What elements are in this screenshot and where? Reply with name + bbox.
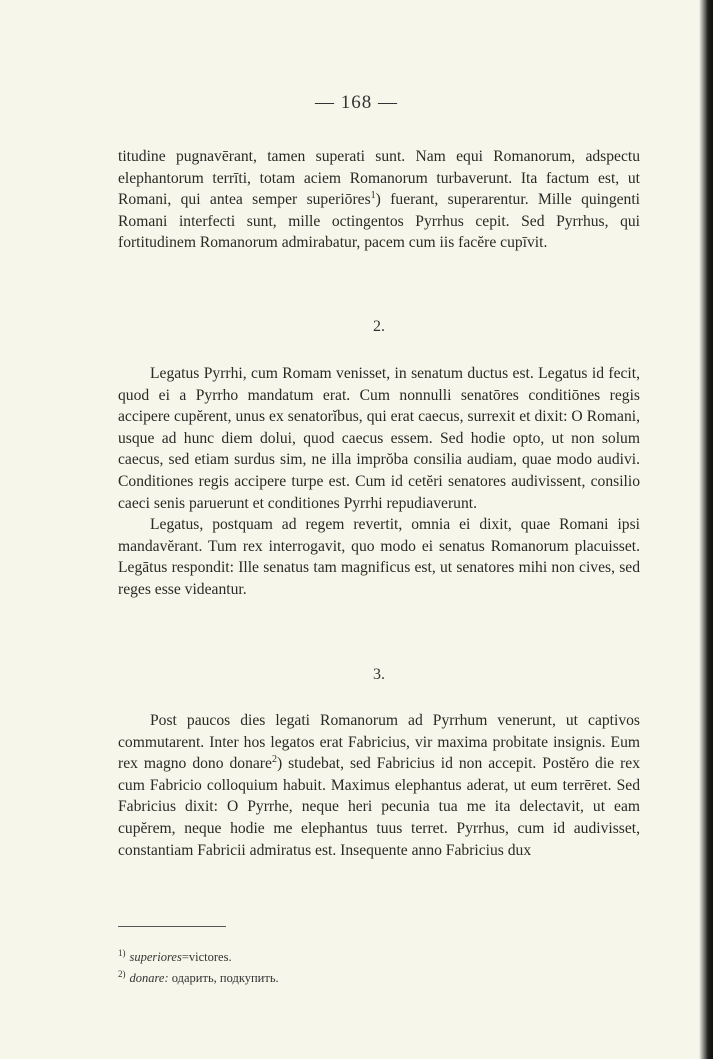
footnote-ref-2: 2 [271,754,277,765]
footnote-1 [118,945,232,965]
footnote-gloss: victores. [188,950,232,965]
footnote-term: donare: [129,971,169,986]
paragraph [118,710,640,861]
footnote-term: superiores [129,950,182,965]
section-2-text [118,363,640,601]
footnote-2 [118,966,279,986]
footnote-mark: 1) [118,948,126,958]
page-number: — 168 — [315,92,398,113]
section-1-text [118,146,640,254]
section-number-3: 3. [373,666,385,683]
footnote-rule [118,926,226,927]
footnote-separator: = [181,950,189,965]
footnote-mark: 2) [118,969,126,979]
section-number-2: 2. [373,318,385,335]
paragraph-text: ) studebat, sed Fabricius id non accepit. Postĕro die rex cum Fabricio colloquium habuit. Maximus elephantus aderat, ut eum terrēret. Sed Fabricius dixit: O Pyrrhe, neque heri pecunia tua me ita delectavit, ut eam cupĕrem, neque hodie me elephantus tuus terret. Pyrrhus, cum id audivisset, constantiam Fabricii admiratus est. Insequente anno Fabricius dux [118,755,640,859]
paragraph-text: titudine pugnavērant, tamen superati sunt. Nam equi Romanorum, adspectu elephantorum terrīti, totam aciem Romanorum turbaverunt. Ita factum est, ut Romani, qui antea semper superiōres [118,148,640,209]
footnote-gloss: одарить, подкупить. [171,971,279,986]
footnote-ref-1: 1 [370,190,376,201]
paragraph-text: Post paucos dies legati Romanorum ad Pyrrhum venerunt, ut captivos commutarent. Inter hos legatos erat Fabricius, vir maxima probitate insignis. Eum rex magno dono donare [118,712,640,773]
paragraph: Legatus, postquam ad regem revertit, omnia ei dixit, quae Romani ipsi mandavĕrant. Tum rex interrogavit, quo modo ei senatus Romanorum placuisset. Legātus respondit: Ille senatus tam magnificus est, ut senatores mihi non cives, sed reges esse videantur. [118,516,640,598]
paragraph [118,146,640,254]
paragraph-text: ) fuerant, superarentur. Mille quingenti Romani interfecti sunt, mille octingentos Pyrrhus cepit. Sed Pyrrhus, qui fortitudinem Romanorum admirabatur, pacem cum iis facĕre cupīvit. [118,191,640,252]
paragraph: Legatus Pyrrhi, cum Romam venisset, in senatum ductus est. Legatus id fecit, quod ei a Pyrrho mandatum erat. Cum nonnulli senatōres conditiōnes regis accipere cupĕrent, unus ex senatorĭbus, qui erat caecus, surrexit et dixit: O Romani, usque ad hunc diem dolui, quod caecus essem. Sed hodie opto, ut non solum caecus, sed etiam surdus sim, ne illa imprŏba consilia audiam, quae modo audivi. Conditiones regis accipere turpe est. Cum id cetĕri senatores audivissent, consilio caeci senis paruerunt et conditiones Pyrrhi repudiaverunt. [118,365,640,512]
section-3-text [118,710,640,861]
